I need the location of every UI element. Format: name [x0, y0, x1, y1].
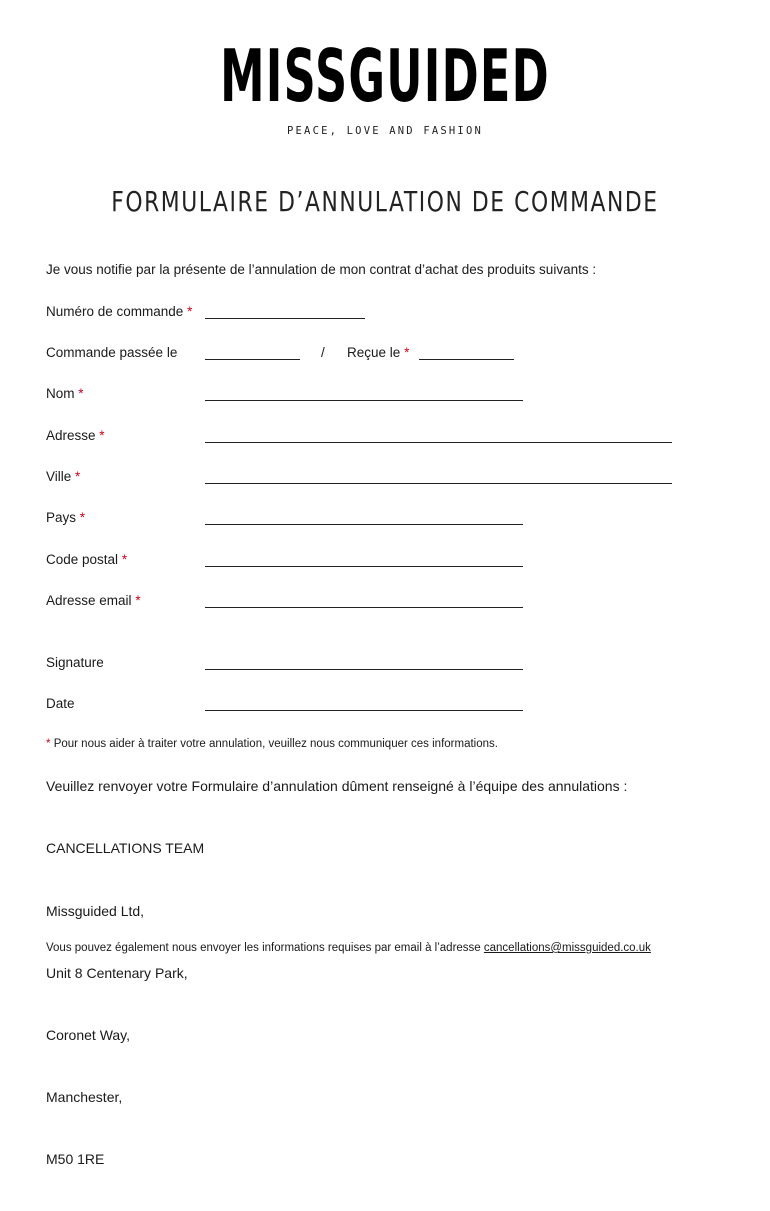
label-city: Ville *: [46, 469, 81, 484]
required-mark: *: [46, 738, 51, 750]
label-ordered-on: Commande passée le: [46, 345, 178, 360]
form-title: FORMULAIRE D’ANNULATION DE COMMANDE: [111, 185, 659, 218]
logo-wordmark: MISSGUIDED: [220, 34, 550, 118]
city-field[interactable]: [205, 483, 672, 484]
received-on-field[interactable]: [419, 359, 514, 360]
address-field[interactable]: [205, 442, 672, 443]
required-mark: *: [187, 304, 193, 319]
label-date: Date: [46, 696, 75, 711]
email-note: Vous pouvez également nous envoyer les informations requises par email à l’adresse cancellations@missguided.co.uk: [46, 942, 651, 954]
label-received-on: Reçue le *: [347, 345, 410, 360]
signature-field[interactable]: [205, 669, 523, 670]
required-mark: *: [99, 428, 105, 443]
ordered-on-field[interactable]: [205, 359, 300, 360]
address-line: Coronet Way,: [46, 1026, 131, 1043]
email-field[interactable]: [205, 607, 523, 608]
required-footnote: * Pour nous aider à traiter votre annulation, veuillez nous communiquer ces informations.: [46, 738, 498, 750]
label-country: Pays *: [46, 510, 86, 525]
order-number-field[interactable]: [205, 318, 365, 319]
date-separator: /: [321, 345, 325, 360]
return-address: [46, 797, 204, 1211]
address-line: Manchester,: [46, 1088, 123, 1105]
label-address: Adresse *: [46, 428, 105, 443]
required-mark: *: [78, 386, 84, 401]
intro-text: Je vous notifie par la présente de l’annulation de mon contrat d’achat des produits suivants :: [46, 262, 597, 277]
label-signature: Signature: [46, 655, 104, 670]
required-mark: *: [121, 552, 128, 567]
label-postal-code: Code postal *: [46, 552, 128, 567]
address-line: CANCELLATIONS TEAM: [46, 840, 205, 857]
cancellations-email-link[interactable]: cancellations@missguided.co.uk: [483, 942, 651, 954]
date-field[interactable]: [205, 710, 523, 711]
brand-tagline: PEACE, LOVE AND FASHION: [287, 125, 483, 137]
address-line: Missguided Ltd,: [46, 902, 145, 919]
required-mark: *: [404, 345, 410, 360]
address-line: M50 1RE: [46, 1150, 105, 1167]
brand-logo: [0, 36, 770, 116]
required-mark: *: [75, 469, 81, 484]
required-mark: *: [135, 593, 141, 608]
address-line: Unit 8 Centenary Park,: [46, 964, 188, 981]
return-instruction: Veuillez renvoyer votre Formulaire d’annulation dûment renseigné à l’équipe des annulations :: [46, 778, 628, 794]
label-name: Nom *: [46, 386, 84, 401]
required-mark: *: [79, 510, 86, 525]
postal-code-field[interactable]: [205, 566, 523, 567]
label-order-number: Numéro de commande *: [46, 304, 193, 319]
label-email: Adresse email *: [46, 593, 141, 608]
form-title-wrap: [0, 185, 770, 218]
name-field[interactable]: [205, 400, 523, 401]
country-field[interactable]: [205, 524, 523, 525]
